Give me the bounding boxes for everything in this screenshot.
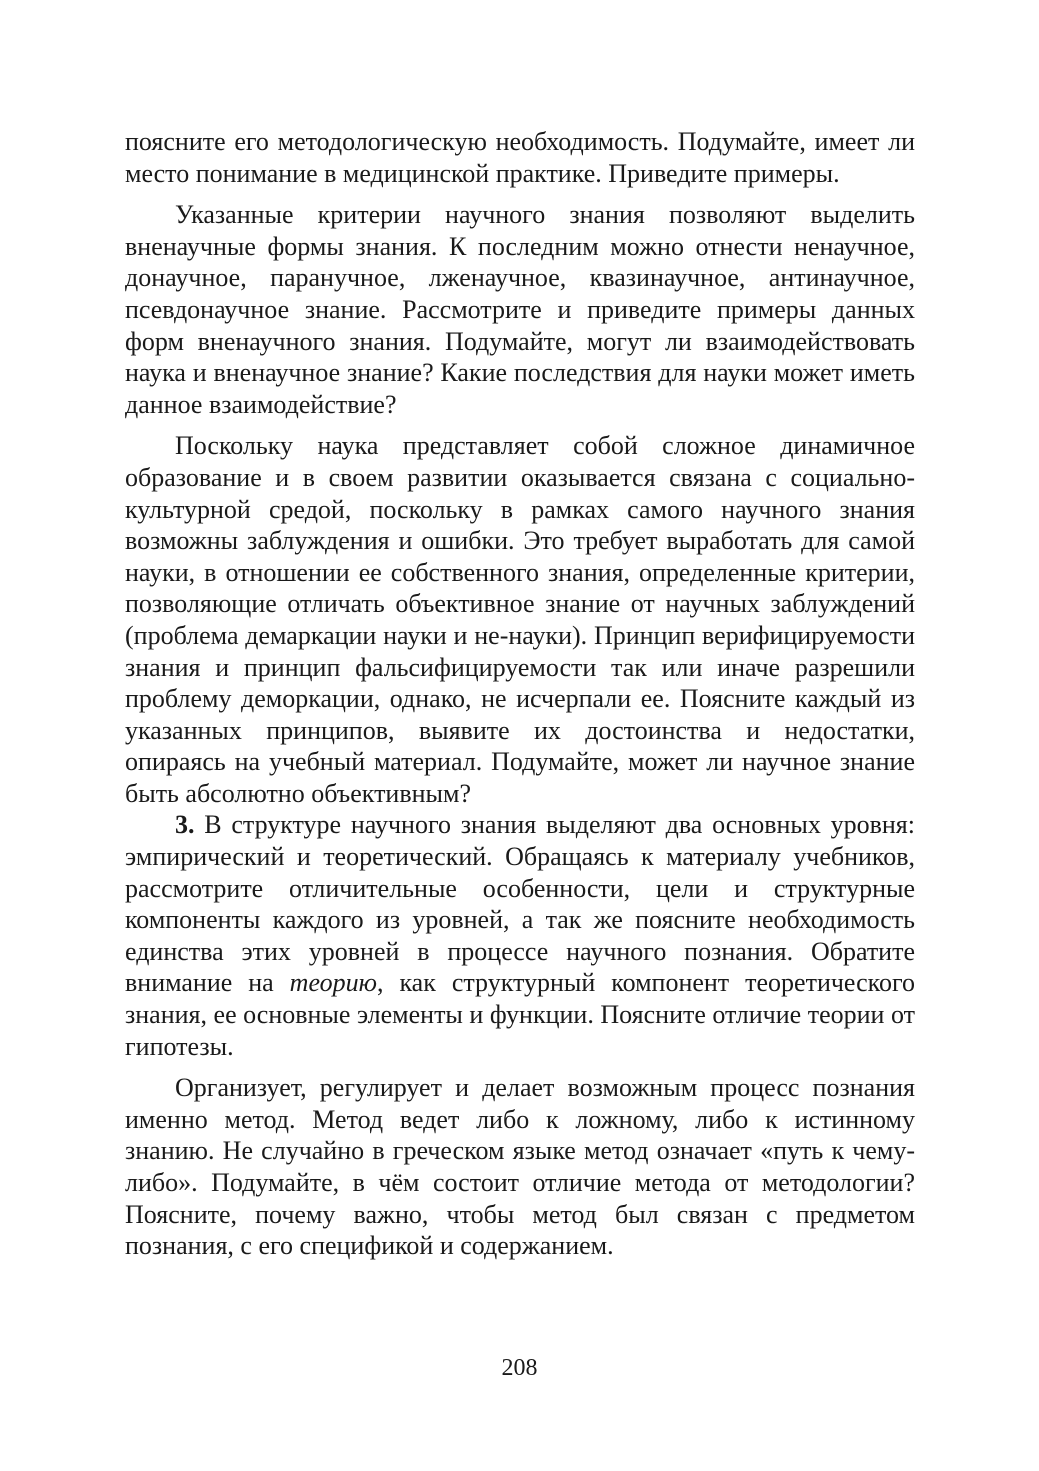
paragraph-3: Поскольку наука представляет собой сложное динамичное образование и в своем развитии оказывается связана с социально-культурной средой, поскольку в рамках самого научного знания возможны заблуждения и ошибки. Это требует выработать для самой науки, в отношении ее собственного знания, определенные критерии, позволяющие отличать объективное знание от научных заблуждений (проблема демаркации науки и не-науки). Принцип верифицируемости знания и принцип фальсифицируемости так или иначе разрешили проблему деморкации, однако, не исчерпали ее. Поясните каждый из указанных принципов, выявите их достоинства и недостатки, опираясь на учебный материал. Подумайте, может ли научное знание быть абсолютно объективным? (125, 431, 915, 808)
paragraph-5: Организует, регулирует и делает возможным процесс познания именно метод. Метод ведет либо к ложному, либо к истинному знанию. Не случайно в греческом языке метод означает «путь к чему-либо». Подумайте, в чём состоит отличие метода от методологии? Поясните, почему важно, чтобы метод был связан с предметом познания, с его спецификой и содержанием. (125, 1073, 915, 1261)
paragraph-4 (125, 809, 915, 1062)
page-body (125, 126, 915, 1272)
paragraph-4-text-b: , как структурный компонент теоретического знания, ее основные элементы и функции. Поясните отличие теории от гипотезы. (125, 968, 915, 1061)
paragraph-4-text-a: В структуре научного знания выделяют два основных уровня: эмпирический и теоретический. Обращаясь к материалу учебников, рассмотрите отличительные особенности, цели и структурные компоненты каждого из уровней, а так же поясните необходимость единства этих уровней в процессе научного познания. Обратите внимание на (125, 810, 915, 998)
section-number: 3. (175, 810, 195, 840)
paragraph-4-emphasis: теорию (289, 968, 377, 998)
paragraph-2: Указанные критерии научного знания позволяют выделить вненаучные формы знания. К последним можно отнести ненаучное, донаучное, паранучное, лженаучное, квазинаучное, антинаучное, псевдонаучное знание. Рассмотрите и приведите примеры данных форм вненаучного знания. Подумайте, могут ли взаимодействовать наука и вненаучное знание? Какие последствия для науки может иметь данное взаимодействие? (125, 200, 915, 419)
page-number: 208 (501, 1355, 538, 1381)
paragraph-1: поясните его методологическую необходимость. Подумайте, имеет ли место понимание в медицинской практике. Приведите примеры. (125, 127, 915, 188)
